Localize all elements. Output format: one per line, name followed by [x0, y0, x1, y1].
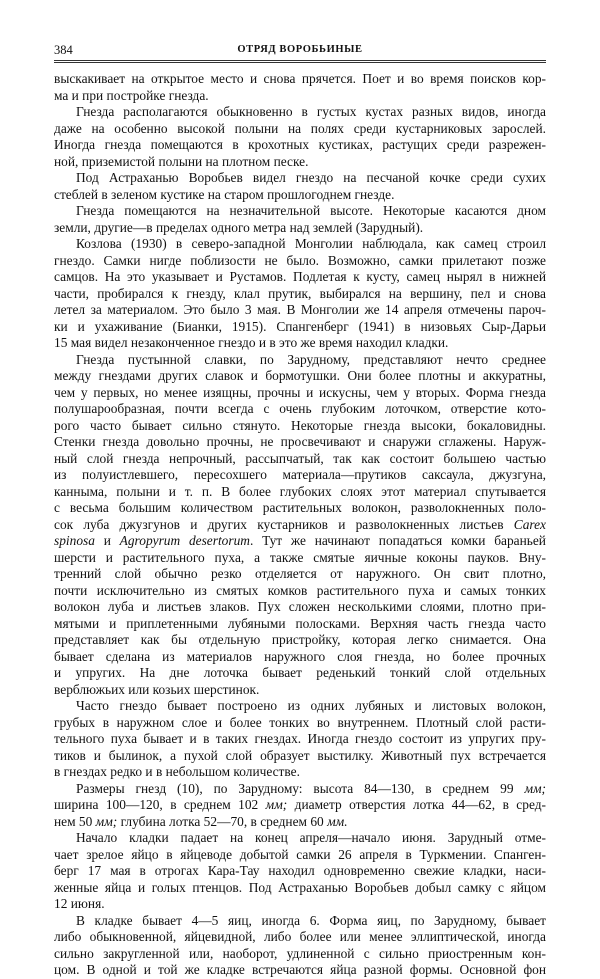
text-line: тренний слой обычно резко отделяется от наружного. Он свит плотно,: [54, 566, 546, 581]
text-line: сильно закругленной или, наоборот, удлиненной с сильно приостренным кон-: [54, 945, 546, 961]
text-line: spinosa и Agropyrum desertorum. Тут же начинают попадаться комки бараньей: [54, 533, 546, 548]
text-line: Гнезда располагаются обыкновенно в густых кустах разных видов, иногда: [76, 104, 546, 119]
text-line: даже на особенно высокой полыни на полях среди кустарниковых зарослей.: [54, 120, 546, 136]
text-line: между гнездами других славок и бормотушки. Они более плотны и аккуратны,: [54, 368, 546, 383]
text-line: с весьма большим количеством растительных волокон, разволокненных поло-: [54, 500, 546, 515]
text-line: ширина 100—120, в среднем 102 мм; диаметр отверстия лотка 44—62, в сред-: [54, 797, 546, 812]
text-line: чем у первых, но менее изящны, прочны и искусны, чем у вторых. Форма гнезда: [54, 384, 546, 400]
text-line: Гнезда пустынной славки, по Зарудному, представляют нечто среднее: [76, 351, 546, 367]
text-line: Часто гнездо бывает построено из одних лубяных и листовых волокон,: [76, 698, 546, 713]
text-line: Под Астраханью Воробьев видел гнездо на песчаной кочке среди сухих: [76, 170, 546, 185]
text-line: 12 июня.: [54, 896, 105, 911]
text-line: берг 17 мая в отрогах Кара-Тау находил одновременно свежие кладки, наси-: [54, 863, 546, 878]
text-line: чает зрелое яйцо в яйцеводе добытой самки 26 апреля в Туркмении. Спанген-: [54, 846, 546, 862]
text-line: части, пробирался к гнезду, клал прутик, выбирался на вершину, пел и снова: [54, 285, 546, 301]
text-line: земли, другие—в пределах одного метра над землей (Зарудный).: [54, 219, 424, 235]
text-line: из полуистлевшего, пересохшего материала—прутиков саксаула, джузгуна,: [54, 467, 546, 482]
text-line: Начало кладки падает на конец апреля—начало июня. Зарудный отме-: [76, 830, 546, 845]
text-line: Иногда гнезда помещаются в крохотных кустиках, растущих среди разрежен-: [54, 137, 546, 152]
text-line: бывает сделана из материалов наружного слоя гнезда, но более прочных: [54, 648, 546, 664]
text-line: Козлова (1930) в северо-западной Монголии наблюдала, как самец строил: [76, 236, 546, 251]
text-line: нем 50 мм; глубина лотка 52—70, в среднем 60 мм.: [54, 813, 348, 829]
text-line: цом. В одной и той же кладке встречаются яйца разной формы. Основной фон: [54, 962, 546, 977]
text-line: сок луба джузгунов и других кустарников и разволокненных листьев Carex: [54, 516, 547, 532]
text-line: и упругих. На дне лоточка бывает реденький тонкий слой отдельных: [54, 665, 546, 680]
text-line: Стенки гнезда довольно прочны, не просвечивают и снаружи сглажены. Наруж-: [54, 434, 546, 449]
text-line: шерсти и растительного пуха, а также смятые яичные коконы пауков. Вну-: [54, 549, 546, 565]
text-line: либо обыкновенной, яйцевидной, либо более или менее эллиптической, иногда: [54, 929, 546, 944]
text-line: летел за материалом. Это было 3 мая. В Монголии же 14 апреля отмечены пароч-: [54, 302, 546, 317]
running-header: [54, 43, 546, 59]
text-line: в гнездах редко и в небольшом количестве.: [54, 764, 300, 779]
text-line: рого часто бывает сильно стянуто. Некоторые гнезда высоки, бокаловидны.: [54, 417, 546, 433]
text-line: тельного пуха бывает и в таких гнездах. Иногда гнездо состоит из упругих пру-: [54, 731, 546, 746]
text-line: женные яйца и голых птенцов. Под Астраханью Воробьев добыл самку с яйцом: [54, 879, 546, 895]
running-title: ОТРЯД ВОРОБЬИНЫЕ: [237, 44, 363, 55]
text-line: мятыми и приплетенными лубяными полосками. Верхняя часть гнезда часто: [54, 615, 546, 631]
text-line: тиков и былинок, а пухой слой образует выстилку. Животный пух встречается: [54, 747, 546, 763]
text-line: выскакивает на открытое место и снова прячется. Поет и во время поисков кор-: [54, 71, 546, 86]
text-line: ной, приземистой полыни на плотном песке.: [54, 153, 309, 169]
text-line: Размеры гнезд (10), по Зарудному: высота 84—130, в среднем 99 мм;: [76, 780, 546, 796]
text-line: полушарообразная, почти всегда с очень глубоким лоточком, отверстие кото-: [54, 401, 546, 416]
text-line: ма и при постройке гнезда.: [54, 87, 209, 103]
text-line: самцов. На это указывает и Рустамов. Подлетая к кусту, самец нырял в нижней: [54, 269, 546, 284]
text-line: каннымa, полыни и т. п. В более глубоких слоях этот материал спутывается: [54, 483, 546, 499]
text-line: грубых в наружном слое и более тонких во внутреннем. Плотный слой расти-: [54, 714, 546, 730]
text-line: верблюжьих или козьих шерстинок.: [54, 681, 260, 697]
text-line: 15 мая видел незаконченное гнездо и в это же время находил кладки.: [54, 335, 449, 350]
body-text: [54, 71, 546, 979]
text-line: Гнезда помещаются на незначительной высоте. Некоторые касаются дном: [76, 203, 546, 218]
header-double-rule: [54, 60, 546, 63]
text-line: волокон луба и листьев злаков. Пух сложен несколькими слоями, плотно при-: [54, 599, 546, 614]
page-number: 384: [54, 43, 73, 57]
text-line: ки и ухаживание (Бианки, 1915). Спангенберг (1941) в низовьях Сыр-Дарьи: [54, 318, 546, 334]
text-line: В кладке бывает 4—5 яиц, иногда 6. Форма яиц, по Зарудному, бывает: [76, 912, 546, 928]
text-line: гнездо. Самки нигде поблизости не было. Возможно, самки прилетают позже: [54, 252, 546, 268]
text-line: представляет как бы отдельную пристройку, которая легко снимается. Она: [54, 632, 546, 647]
text-line: ный слой гнезда непрочный, рассыпчатый, так как состоит большею частью: [54, 450, 546, 466]
text-line: почти исключительно из смятых комков растительного пуха и самых тонких: [54, 582, 546, 598]
text-line: стеблей в зеленом кустике на старом прошлогоднем гнезде.: [54, 186, 395, 202]
